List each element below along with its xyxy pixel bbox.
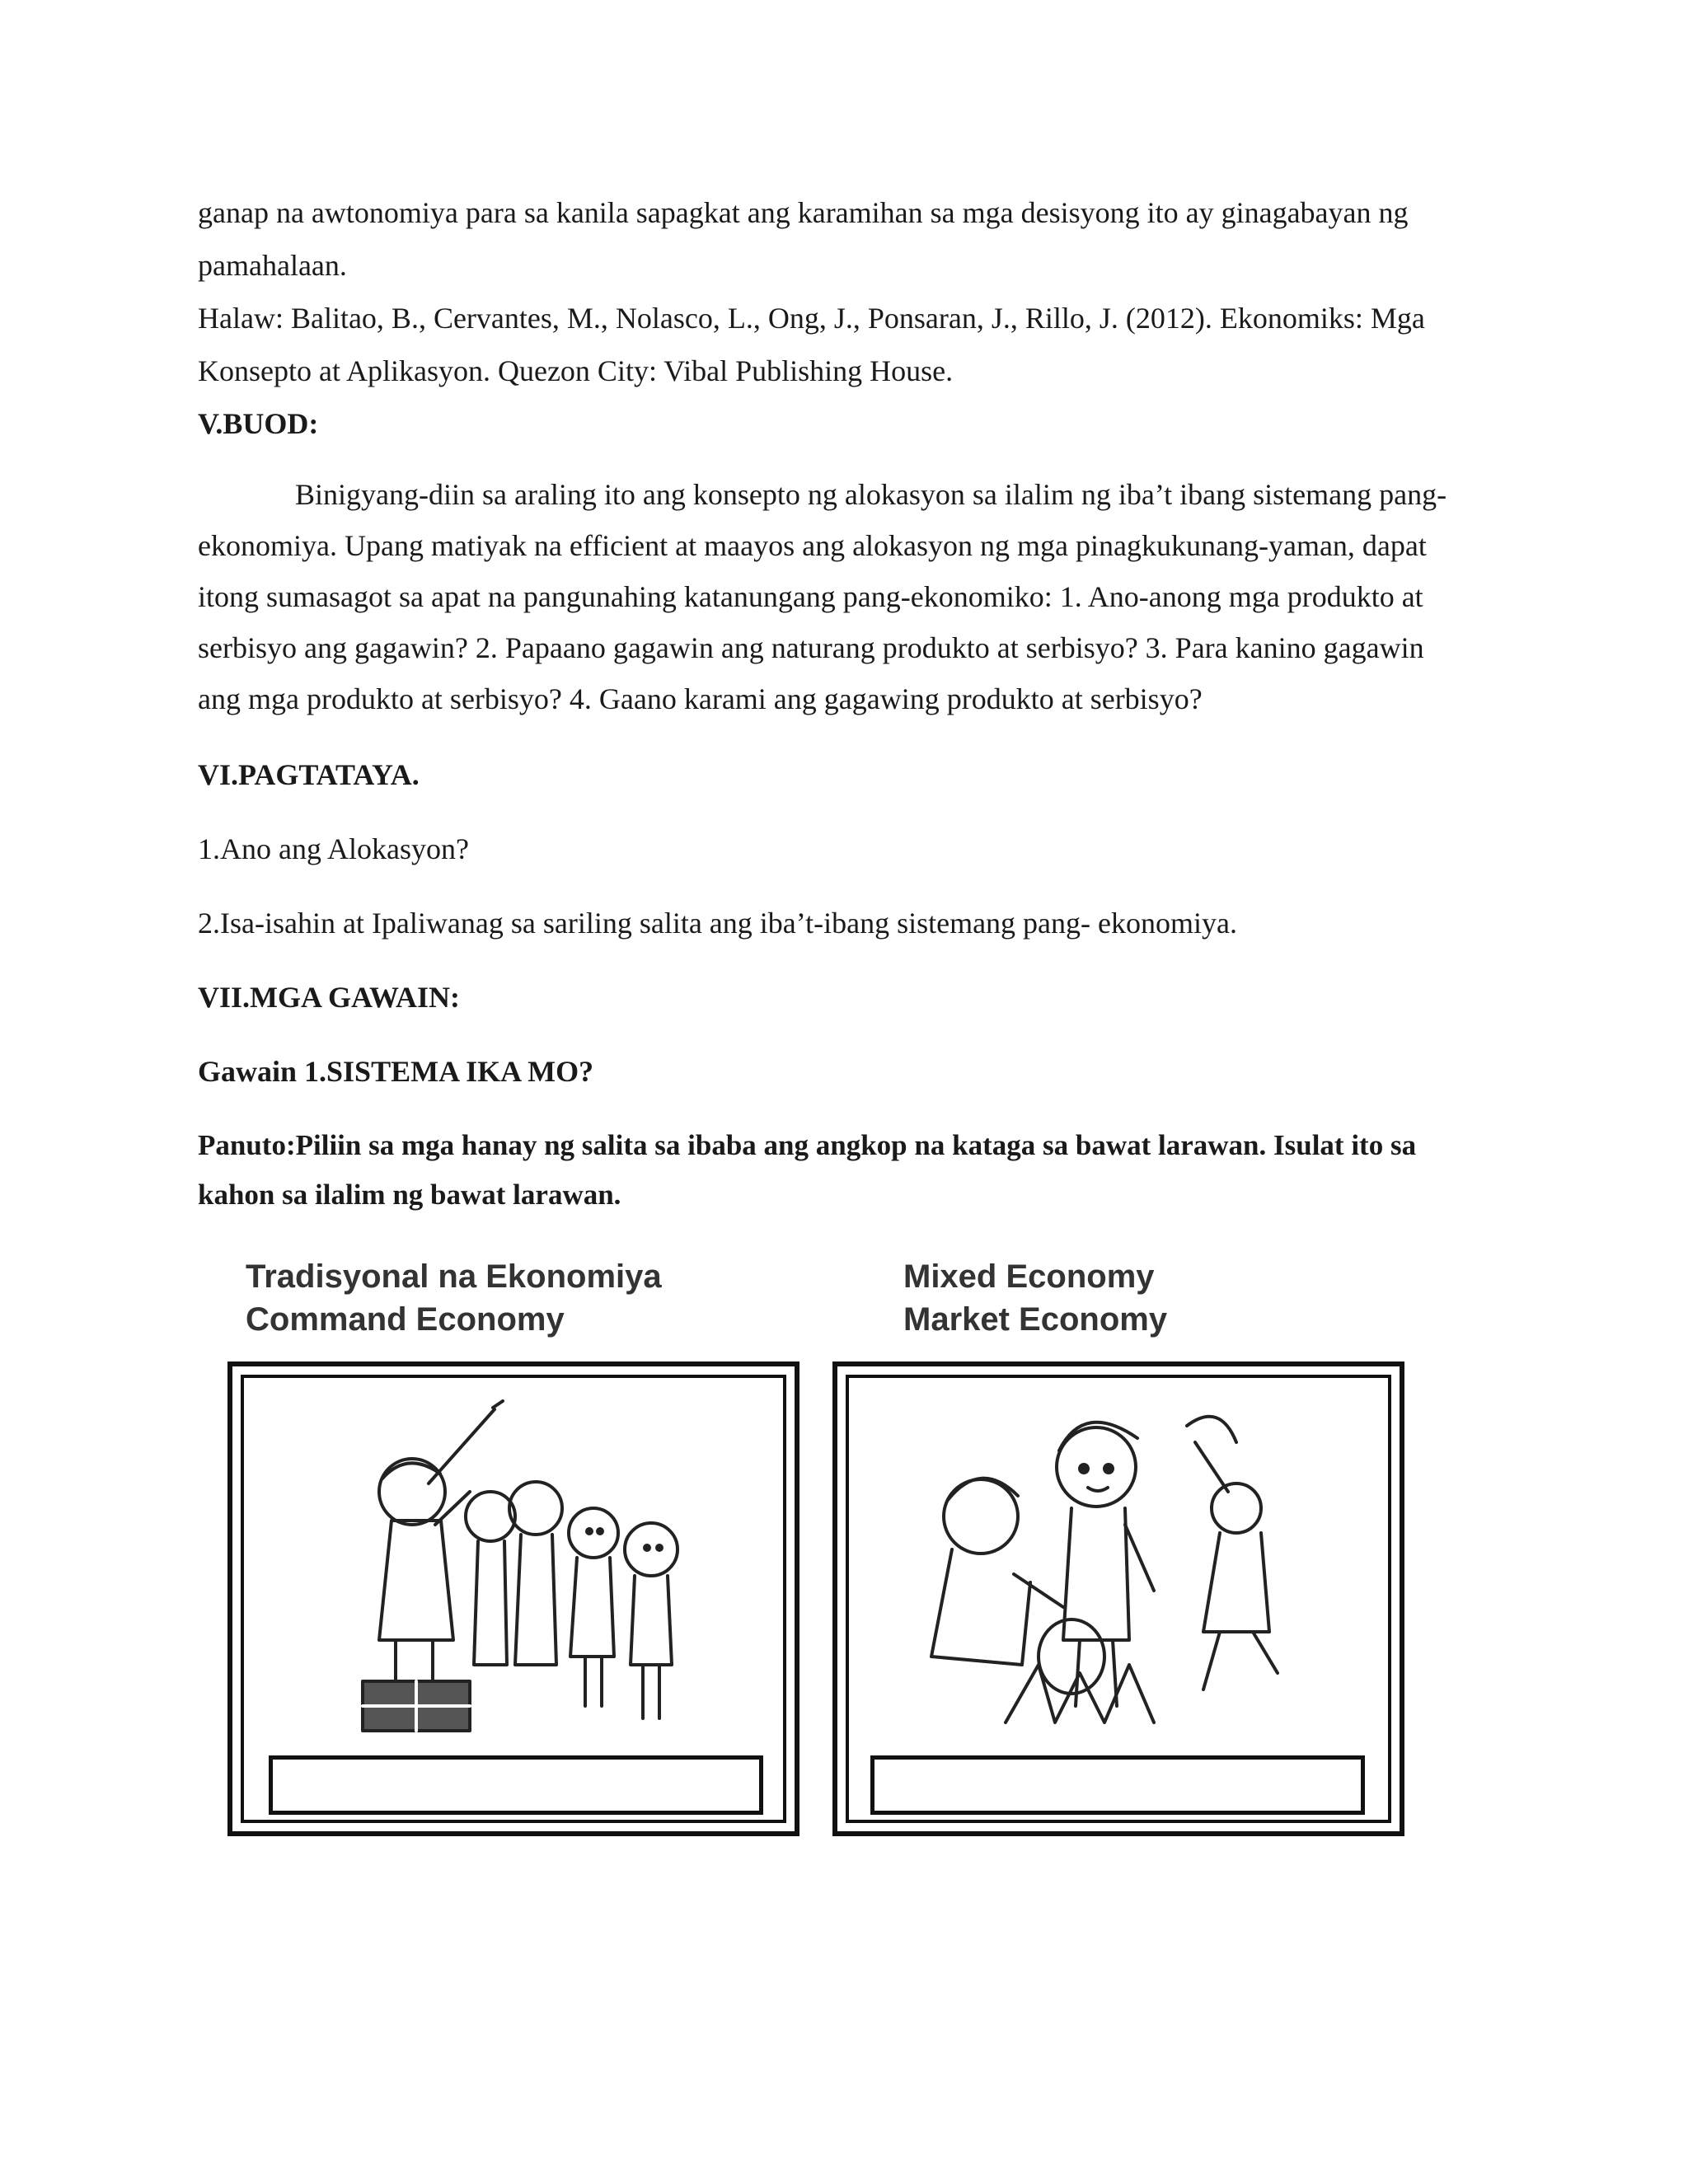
buod-line: Binigyang-diin sa araling ito ang konsepto ng alokasyon sa ilalim ng iba’t ibang sistemang pang- (295, 478, 1447, 511)
section-heading-pagtataya: VI.PAGTATAYA. (198, 758, 420, 791)
panuto-line: kahon sa ilalim ng bawat larawan. (198, 1179, 621, 1211)
buod-line: ekonomiya. Upang matiyak na efficient at maayos ang alokasyon ng mga pinagkukunang-yaman, dapat (198, 529, 1427, 562)
buod-line: serbisyo ang gagawin? 2. Papaano gagawin ang naturang produkto at serbisyo? 3. Para kanino gagawin (198, 631, 1424, 664)
gawain-title: Gawain 1.SISTEMA IKA MO? (198, 1055, 594, 1088)
paragraph-continuation-line: ganap na awtonomiya para sa kanila sapagkat ang karamihan sa mga desisyong ito ay ginagabayan ng (198, 196, 1409, 229)
answer-box-right[interactable] (870, 1755, 1365, 1815)
question-2: 2.Isa-isahin at Ipaliwanag sa sariling salita ang iba’t-ibang sistemang pang- ekonomiya. (198, 907, 1237, 940)
paragraph-continuation-line: pamahalaan. (198, 249, 347, 282)
panuto-line: Panuto:Piliin sa mga hanay ng salita sa ibaba ang angkop na kataga sa bawat larawan. Isulat ito sa (198, 1129, 1417, 1161)
children-farming-illustration-icon (907, 1393, 1335, 1739)
choice-label: Command Economy (246, 1301, 565, 1338)
answer-box-left[interactable] (269, 1755, 763, 1815)
section-heading-gawain: VII.MGA GAWAIN: (198, 981, 461, 1014)
choice-label: Tradisyonal na Ekonomiya (246, 1258, 662, 1295)
source-citation-line: Konsepto at Aplikasyon. Quezon City: Vibal Publishing House. (198, 354, 954, 387)
choice-label: Mixed Economy (903, 1258, 1155, 1295)
section-heading-buod: V.BUOD: (198, 407, 319, 440)
question-1: 1.Ano ang Alokasyon? (198, 832, 469, 865)
teacher-and-children-illustration-icon (330, 1393, 709, 1739)
choice-label: Market Economy (903, 1301, 1168, 1338)
buod-line: ang mga produkto at serbisyo? 4. Gaano karami ang gagawing produkto at serbisyo? (198, 682, 1203, 715)
buod-line: itong sumasagot sa apat na pangunahing katanungang pang-ekonomiko: 1. Ano-anong mga produkto at (198, 580, 1423, 613)
source-citation-line: Halaw: Balitao, B., Cervantes, M., Nolasco, L., Ong, J., Ponsaran, J., Rillo, J. (2012). Ekonomiks: Mga (198, 302, 1425, 335)
